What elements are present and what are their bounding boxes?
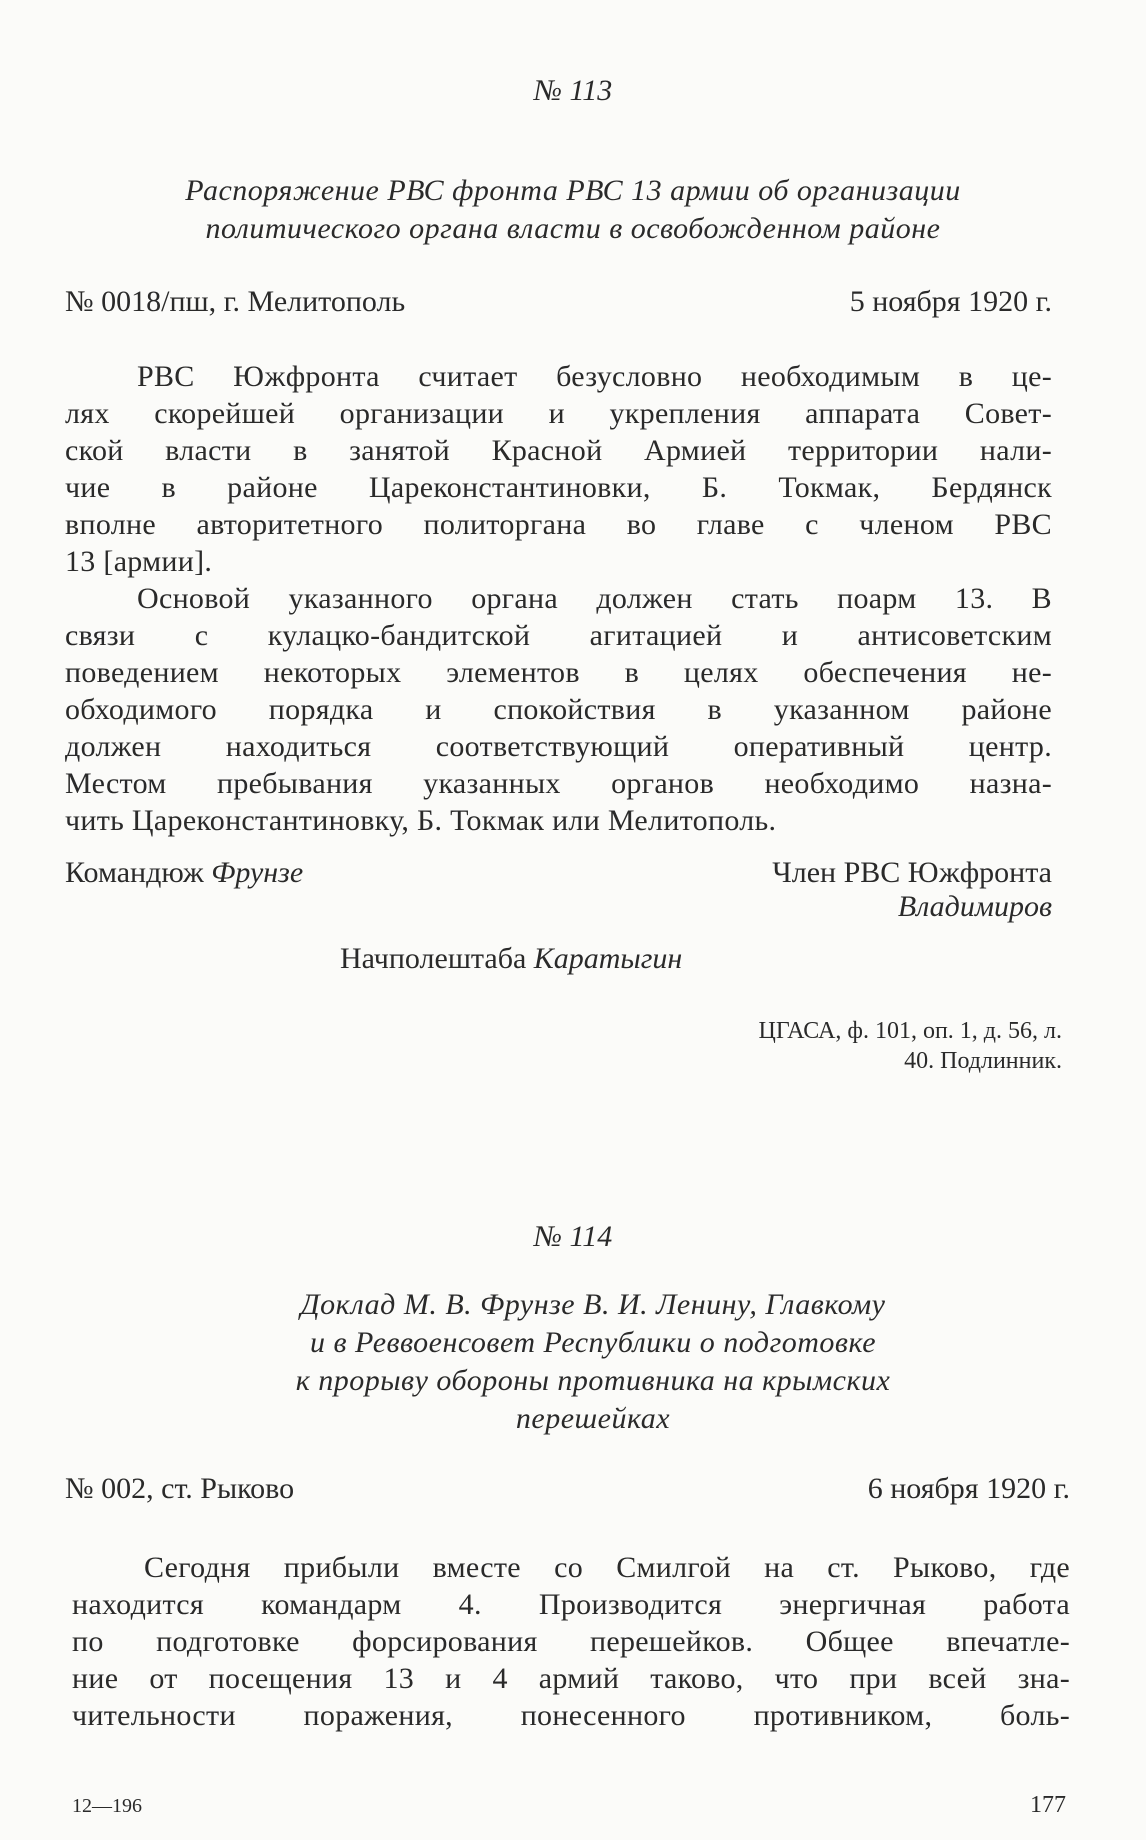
body-line: по подготовке форсирования перешейков. Общее впечатле- (72, 1625, 1070, 1658)
doc113-ref: № 0018/пш, г. Мелитополь (65, 285, 406, 318)
archive-source-line: ЦГАСА, ф. 101, оп. 1, д. 56, л. (758, 1018, 1062, 1044)
body-line: Местом пребывания указанных органов необходимо назна- (65, 767, 1052, 800)
signature-mark: 12—196 (72, 1795, 142, 1817)
doc114-title-line: перешейках (515, 1402, 671, 1435)
archive-source-line: 40. Подлинник. (904, 1048, 1062, 1074)
doc114-meta (65, 1472, 1070, 1506)
signature-role: Командюж (65, 856, 204, 889)
body-line: 13 [армии]. (65, 545, 213, 578)
body-line: ской власти в занятой Красной Армией территории нали- (65, 434, 1052, 467)
doc113-meta (65, 285, 1052, 319)
body-line: ние от посещения 13 и 4 армий таково, что при всей зна- (72, 1662, 1070, 1695)
body-line: чительности поражения, понесенного противником, боль- (72, 1699, 1070, 1732)
doc113-date: 5 ноября 1920 г. (849, 285, 1052, 318)
signature-right (772, 856, 1052, 924)
signature-center (340, 942, 682, 976)
body-line: должен находиться соответствующий оперативный центр. (65, 730, 1052, 763)
body-line: Сегодня прибыли вместе со Смилгой на ст. Рыково, где (144, 1551, 1070, 1584)
body-line: РВС Южфронта считает безусловно необходимым в це- (137, 360, 1052, 393)
doc114-title (60, 1286, 1126, 1438)
signature-role: Член РВС Южфронта (772, 856, 1052, 889)
doc113-title-line: Распоряжение РВС фронта РВС 13 армии об организации (185, 174, 961, 207)
body-line: чие в районе Цареконстантиновки, Б. Токмак, Бердянск (65, 471, 1052, 504)
doc114-number: № 114 (533, 1220, 613, 1253)
body-line: находится командарм 4. Производится энергичная работа (72, 1588, 1070, 1621)
doc113-number: № 113 (533, 74, 613, 107)
body-line: связи с кулацко-бандитской агитацией и антисоветским (65, 619, 1052, 652)
body-line: вполне авторитетного политоргана во главе с членом РВС (65, 508, 1052, 541)
doc114-title-line: и в Реввоенсовет Республики о подготовке (309, 1326, 877, 1359)
body-line: обходимого порядка и спокойствия в указанном районе (65, 693, 1052, 726)
body-line: чить Цареконстантиновку, Б. Токмак или Мелитополь. (65, 804, 777, 837)
doc113-body (65, 358, 1052, 839)
signature-role: Начполештаба (340, 942, 527, 975)
archive-source (759, 1016, 1062, 1076)
signature-left (65, 856, 303, 890)
body-line: Основой указанного органа должен стать поарм 13. В (137, 582, 1052, 615)
doc114-ref: № 002, ст. Рыково (65, 1472, 295, 1505)
signature-name: Фрунзе (211, 856, 304, 889)
doc114-title-line: к прорыву обороны противника на крымских (295, 1364, 891, 1397)
doc114-body (72, 1549, 1070, 1734)
body-line: лях скорейшей организации и укрепления аппарата Совет- (65, 397, 1052, 430)
doc113-title-line: политического органа власти в освобожденном районе (205, 212, 941, 245)
doc113-title (40, 172, 1106, 248)
page-number: 177 (1030, 1792, 1066, 1818)
doc114-title-line: Доклад М. В. Фрунзе В. И. Ленину, Главкому (300, 1288, 886, 1321)
doc114-date: 6 ноября 1920 г. (867, 1472, 1070, 1505)
body-line: поведением некоторых элементов в целях обеспечения не- (65, 656, 1052, 689)
signature-name: Владимиров (897, 890, 1052, 923)
signature-name: Каратыгин (533, 942, 683, 975)
